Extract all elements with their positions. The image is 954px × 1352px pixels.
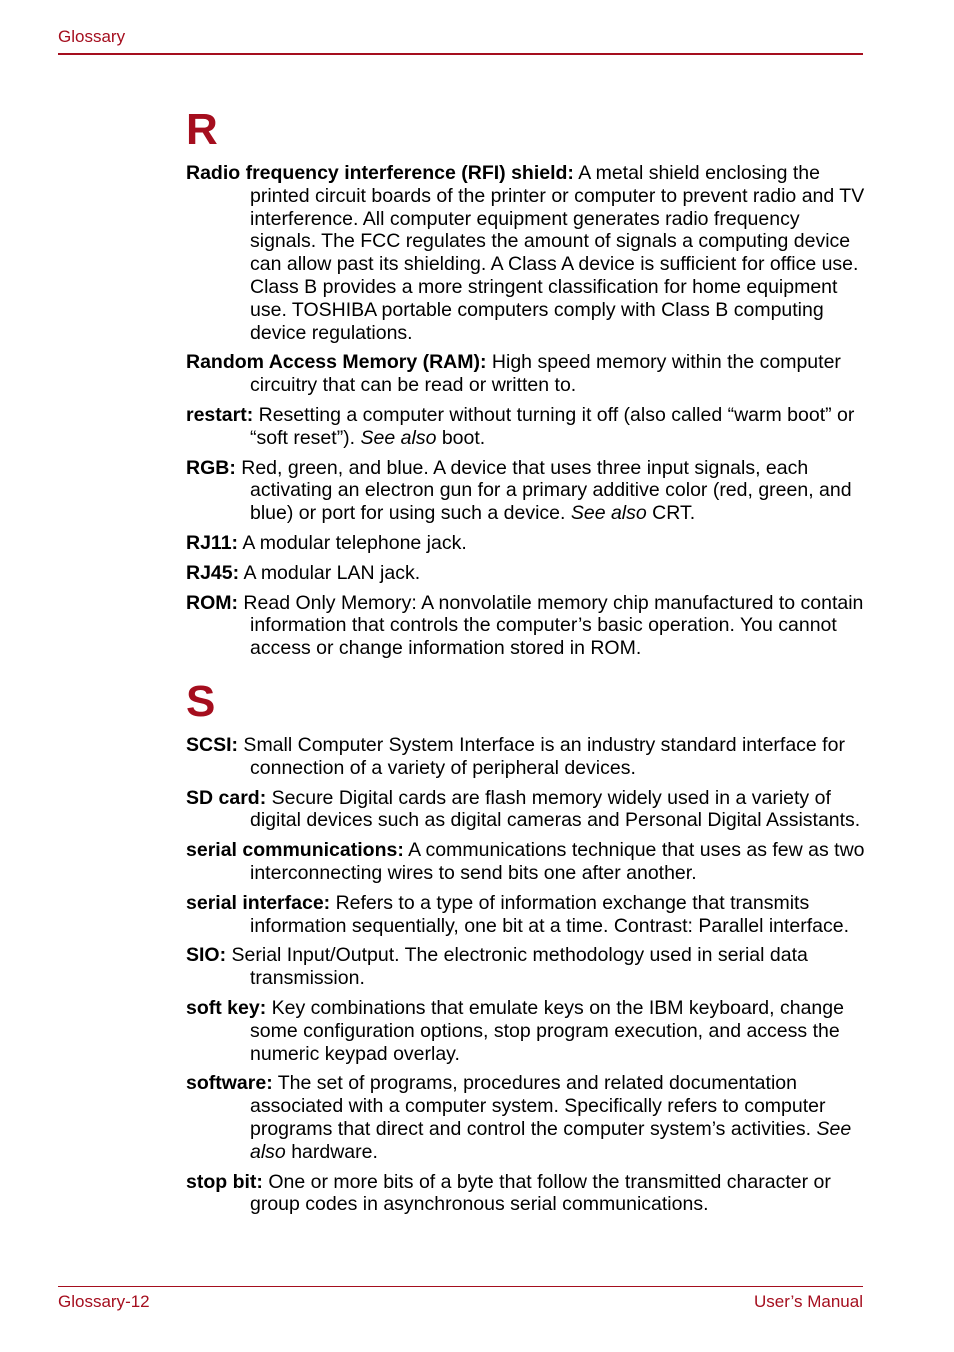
glossary-entry [186, 1171, 866, 1217]
glossary-definition: Resetting a computer without turning it off (also called “warm boot” or “soft reset”). [250, 403, 855, 449]
glossary-entry [186, 562, 866, 585]
glossary-term: soft key: [186, 996, 267, 1019]
glossary-term: SCSI: [186, 734, 239, 756]
glossary-definition: A modular LAN jack. [239, 561, 421, 584]
glossary-term: SIO: [186, 944, 227, 967]
glossary-entry [186, 404, 866, 450]
glossary-definition: A communications technique that uses as few as two interconnecting wires to send bits one after another. [250, 839, 865, 884]
manual-title: User’s Manual [754, 1292, 863, 1311]
section-s [186, 677, 866, 1223]
glossary-entry [186, 839, 866, 885]
footer-rule [58, 1286, 863, 1287]
glossary-entry [186, 532, 866, 555]
glossary-definition: Read Only Memory: A nonvolatile memory chip manufactured to contain information that controls the computer’s basic operation. You cannot access or change information stored in ROM. [238, 591, 864, 660]
page-number: Glossary-12 [58, 1292, 150, 1311]
header-rule [58, 53, 863, 55]
glossary-entry [186, 351, 866, 397]
glossary-definition: A modular telephone jack. [238, 531, 467, 554]
glossary-term: serial communications: [186, 839, 404, 862]
running-header: Glossary [58, 27, 126, 46]
glossary-entry [186, 997, 866, 1065]
see-also-label: See also [360, 426, 437, 449]
glossary-definition: Serial Input/Output. The electronic methodology used in serial data transmission. [226, 944, 808, 990]
section-letter: S [186, 677, 216, 726]
glossary-entry [186, 1072, 866, 1163]
see-also-reference: boot. [436, 426, 486, 449]
glossary-definition: Key combinations that emulate keys on the IBM keyboard, change some configuration options, stop program execution, and access the numeric keypad overlay. [250, 996, 844, 1065]
glossary-definition: High speed memory within the computer circuitry that can be read or written to. [250, 351, 841, 397]
glossary-entry [186, 162, 866, 344]
glossary-term: RJ11: [186, 531, 239, 554]
glossary-term: RJ45: [186, 561, 240, 584]
glossary-term: Radio frequency interference (RFI) shield: [186, 162, 574, 184]
glossary-definition: Secure Digital cards are flash memory widely used in a variety of digital devices such as digital cameras and Personal Digital Assistants. [250, 786, 861, 832]
glossary-definition: A metal shield enclosing the printed circuit boards of the printer or computer to prevent radio and TV interference. All computer equipment generates radio frequency signals. The FCC regulates the amount of signals a computing device can allow past its shielding. A Class A device is sufficient for office use. Class B provides a more stringent classification for home equipment use. TOSHIBA portable computers comply with Class B computing device regulations. [250, 162, 865, 344]
glossary-entry [186, 592, 866, 660]
see-also-label: See also [570, 502, 647, 525]
glossary-entry [186, 734, 866, 780]
glossary-term: SD card: [186, 786, 267, 809]
glossary-definition: One or more bits of a byte that follow the transmitted character or group codes in asynchronous serial communications. [250, 1170, 831, 1216]
glossary-entry [186, 892, 866, 938]
glossary-definition: Red, green, and blue. A device that uses three input signals, each activating an electron gun for a primary additive color (red, green, and blue) or port for using such a device. [235, 456, 852, 525]
see-also-reference: CRT. [646, 502, 696, 525]
glossary-entry [186, 944, 866, 990]
section-r [186, 105, 866, 667]
glossary-term: RGB: [186, 456, 236, 479]
glossary-term: serial interface: [186, 891, 331, 914]
see-also-reference: hardware. [285, 1140, 378, 1163]
glossary-term: Random Access Memory (RAM): [186, 351, 487, 374]
glossary-entry [186, 457, 866, 525]
glossary-term: software: [186, 1072, 273, 1095]
glossary-entry [186, 787, 866, 833]
glossary-definition: The set of programs, procedures and related documentation associated with a computer system. Specifically refers to computer programs that direct and control the computer system’s activities. [250, 1072, 826, 1140]
glossary-term: stop bit: [186, 1170, 263, 1193]
section-letter: R [186, 105, 218, 154]
glossary-term: restart: [186, 403, 254, 426]
glossary-term: ROM: [186, 591, 238, 614]
glossary-definition: Small Computer System Interface is an industry standard interface for connection of a variety of peripheral devices. [238, 734, 845, 779]
see-also-label: See also [250, 1117, 852, 1163]
glossary-definition: Refers to a type of information exchange that transmits information sequentially, one bit at a time. Contrast: Parallel interface. [250, 891, 850, 937]
